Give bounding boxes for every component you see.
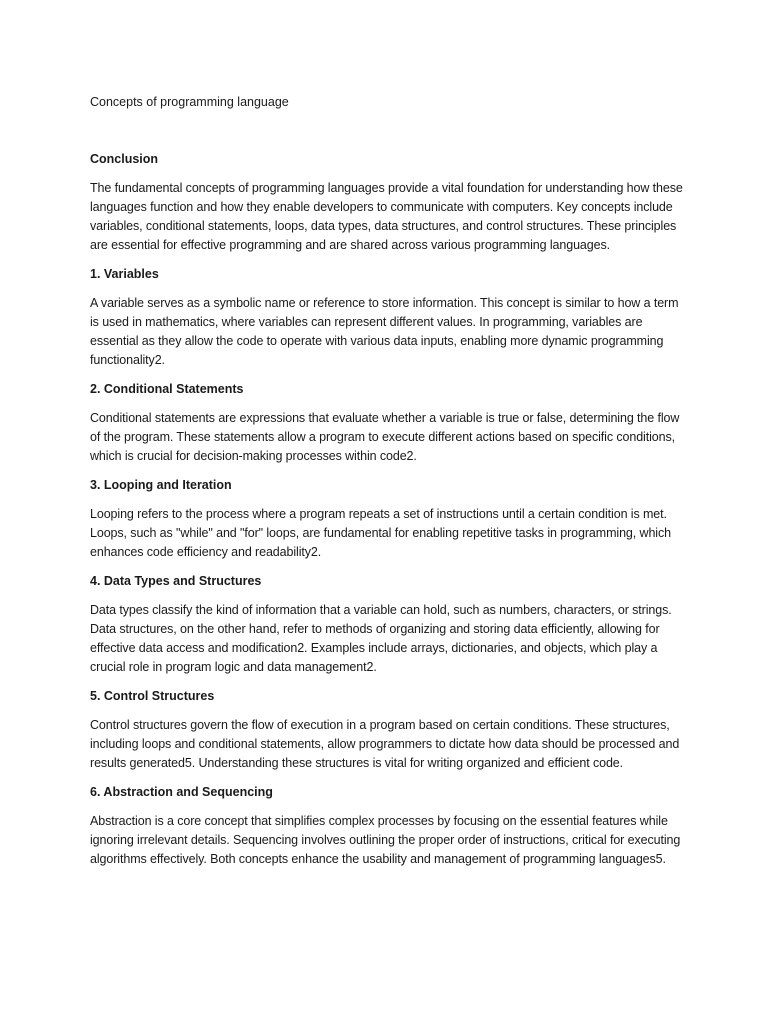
section-body-data-types: Data types classify the kind of information that a variable can hold, such as numbers, characters, or strings. Data structures, on the other hand, refer to methods of organizing and storing data efficiently, allowing for effective data access and modification2. Examples include arrays, dictionaries, and objects, which play a crucial role in program logic and data management2. bbox=[90, 603, 672, 674]
section-body-abstraction: Abstraction is a core concept that simplifies complex processes by focusing on the essential features while ignoring irrelevant details. Sequencing involves outlining the proper order of instructions, critical for executing algorithms effectively. Both concepts enhance the usability and management of programming languages5. bbox=[90, 814, 681, 866]
section-body-conclusion: The fundamental concepts of programming languages provide a vital foundation for understanding how these languages function and how they enable developers to communicate with computers. Key concepts include variables, conditional statements, loops, data types, data structures, and control structures. These principles are essential for effective programming and are shared across various programming languages. bbox=[90, 181, 683, 252]
section-body-control-structures: Control structures govern the flow of execution in a program based on certain conditions. These structures, including loops and conditional statements, allow programmers to dictate how data should be processed and results generated5. Understanding these structures is vital for writing organized and efficient code. bbox=[90, 718, 680, 770]
document-title: Concepts of programming language bbox=[90, 95, 289, 109]
section-body-looping: Looping refers to the process where a program repeats a set of instructions until a certain condition is met. Loops, such as "while" and "for" loops, are fundamental for enabling repetitive tasks in programming, which enhances code efficiency and readability2. bbox=[90, 507, 671, 559]
section-heading-abstraction: 6. Abstraction and Sequencing bbox=[90, 785, 273, 799]
section-body-conditional-statements: Conditional statements are expressions that evaluate whether a variable is true or false, determining the flow of the program. These statements allow a program to execute different actions based on specific conditions, which is crucial for decision-making processes within code2. bbox=[90, 411, 680, 463]
section-heading-data-types: 4. Data Types and Structures bbox=[90, 574, 262, 588]
document-content bbox=[90, 93, 686, 879]
section-heading-conditional-statements: 2. Conditional Statements bbox=[90, 382, 244, 396]
section-body-variables: A variable serves as a symbolic name or reference to store information. This concept is similar to how a term is used in mathematics, where variables can represent different values. In programming, variables are essential as they allow the code to operate with various data inputs, enabling more dynamic programming functionality2. bbox=[90, 296, 679, 367]
section-heading-conclusion: Conclusion bbox=[90, 152, 159, 166]
section-heading-control-structures: 5. Control Structures bbox=[90, 689, 215, 703]
section-heading-looping: 3. Looping and Iteration bbox=[90, 478, 232, 492]
section-heading-variables: 1. Variables bbox=[90, 267, 159, 281]
